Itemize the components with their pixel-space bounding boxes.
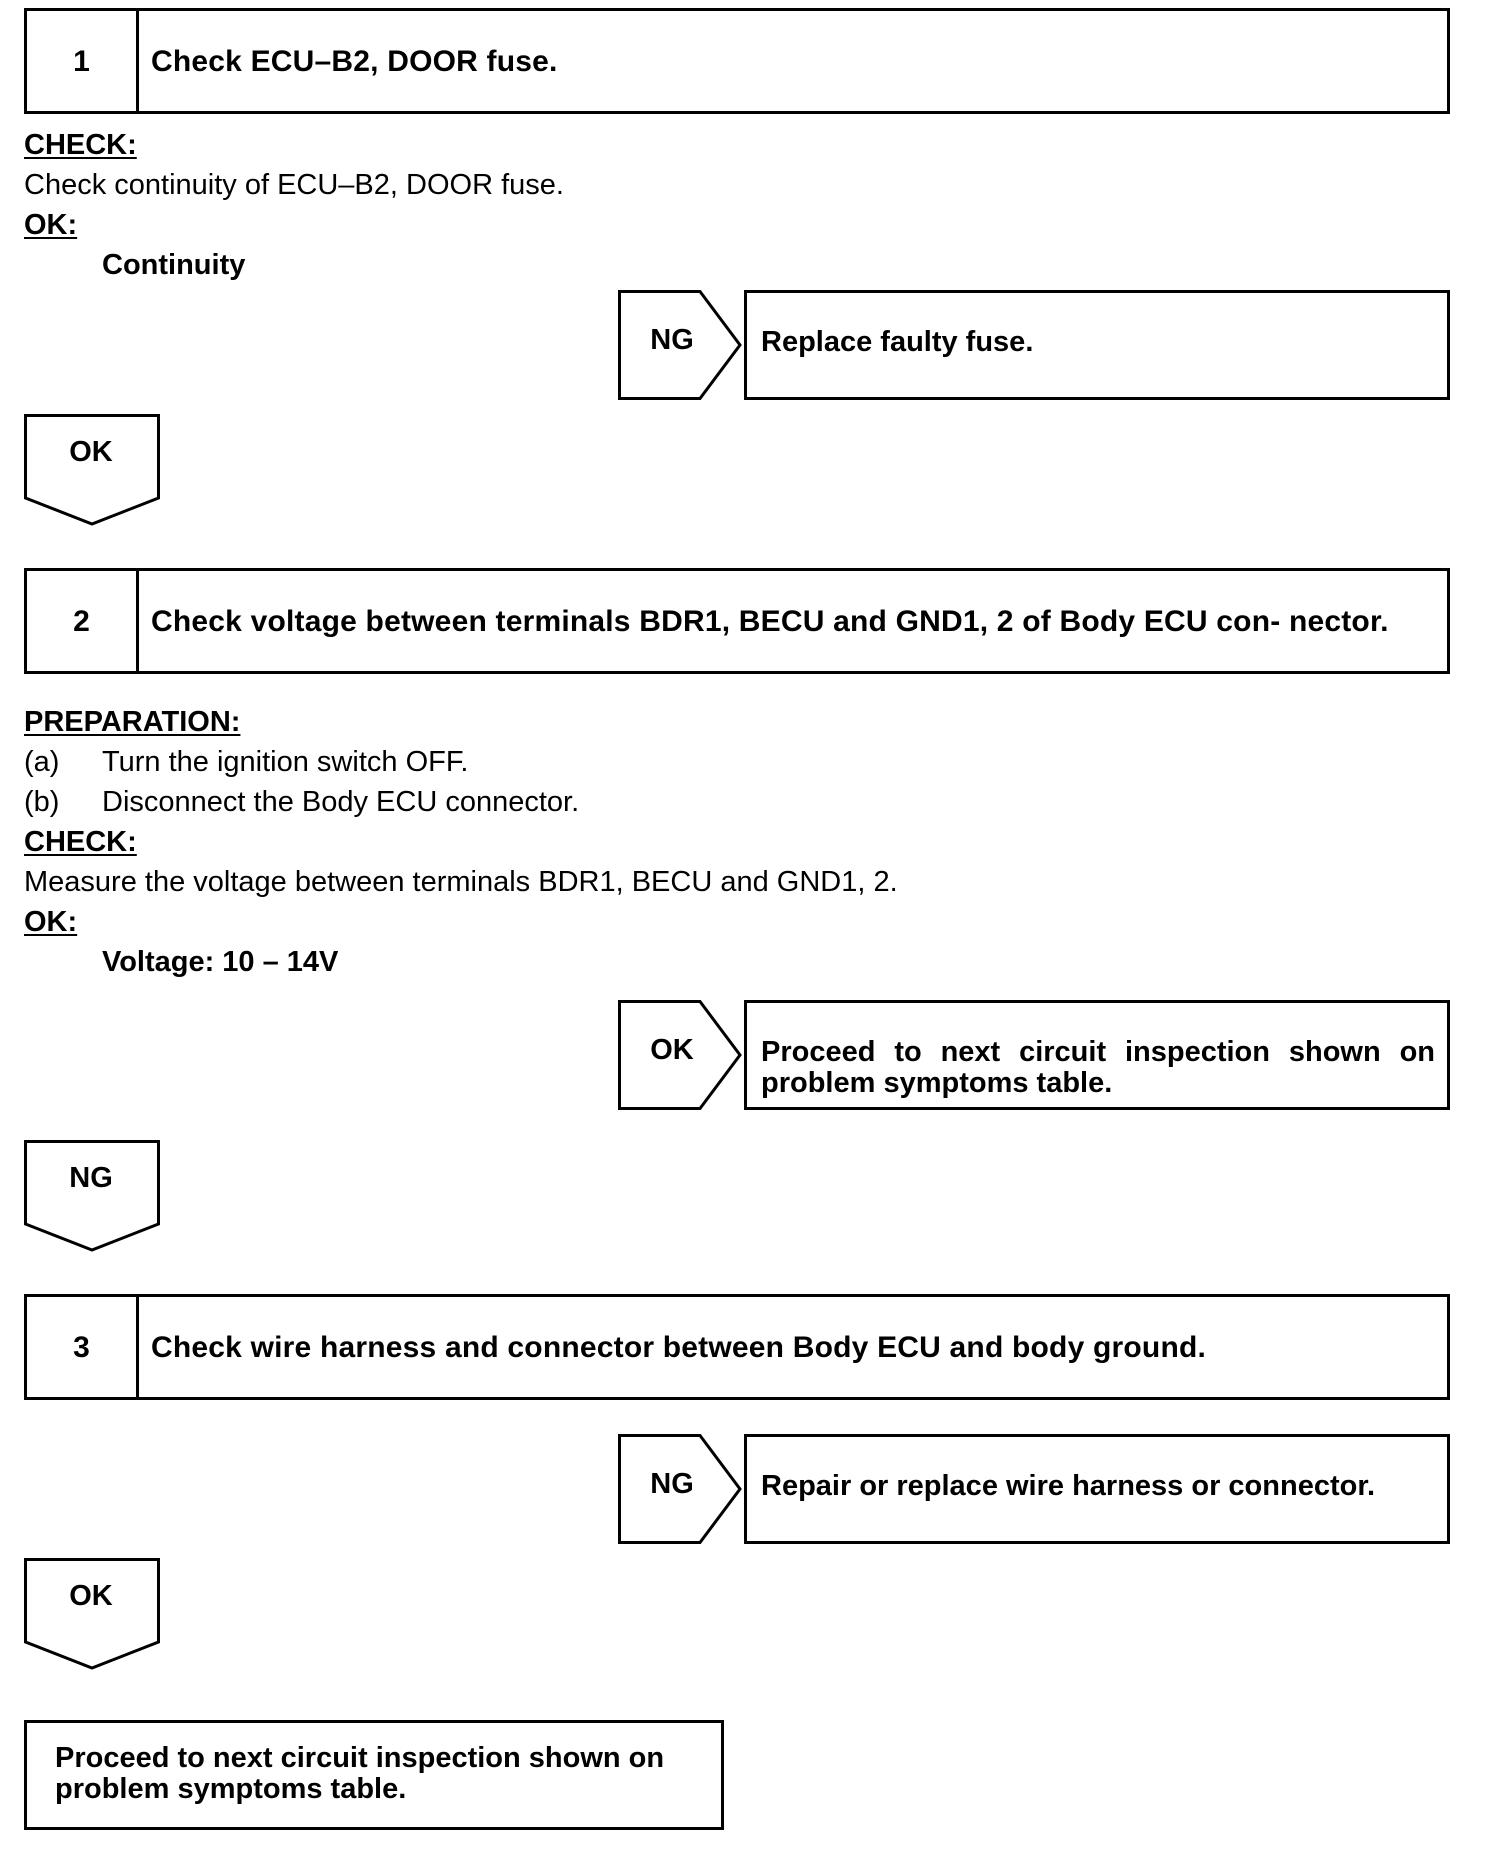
ok-heading: OK: — [24, 906, 78, 938]
step-number: 1 — [27, 11, 139, 111]
check-text: Check continuity of ECU–B2, DOOR fuse. — [24, 169, 564, 201]
ng-action-box — [744, 290, 1450, 400]
ok-down-tag — [24, 414, 160, 526]
ok-action-box — [744, 1000, 1450, 1110]
tag-label: OK — [650, 1034, 694, 1066]
preparation-heading: PREPARATION: — [24, 706, 241, 738]
ng-branch-tag — [618, 290, 744, 400]
ng-down-tag — [24, 1140, 160, 1252]
final-action-text: Proceed to next circuit inspection shown on problem symptoms table. — [55, 1742, 665, 1805]
down-arrow-shape — [26, 1560, 159, 1669]
ok-heading: OK: — [24, 209, 78, 241]
prep-item — [24, 744, 468, 780]
item-text: Disconnect the Body ECU connector. — [102, 786, 580, 818]
check-text: Measure the voltage between terminals BDR1, BECU and GND1, 2. — [24, 866, 898, 898]
ok-down-tag — [24, 1558, 160, 1670]
action-text: Repair or replace wire harness or connector. — [761, 1470, 1376, 1502]
ng-action-box — [744, 1434, 1450, 1544]
ok-branch-tag — [618, 1000, 744, 1110]
item-text: Turn the ignition switch OFF. — [102, 746, 469, 778]
step-title: Check voltage between terminals BDR1, BECU and GND1, 2 of Body ECU con- nector. — [151, 605, 1389, 638]
step-2-header — [24, 568, 1450, 674]
step-3-header — [24, 1294, 1450, 1400]
tag-label: NG — [69, 1162, 113, 1194]
step-title: Check wire harness and connector between Body ECU and body ground. — [151, 1331, 1207, 1364]
step-title: Check ECU–B2, DOOR fuse. — [151, 45, 558, 78]
tag-label: OK — [69, 1580, 113, 1612]
ok-spec: Voltage: 10 – 14V — [102, 946, 339, 978]
ng-branch-tag — [618, 1434, 744, 1544]
down-arrow-shape — [26, 416, 159, 525]
tag-label: NG — [650, 1468, 694, 1500]
prep-item — [24, 784, 579, 820]
action-text: Proceed to next circuit inspection shown on problem symptoms table. — [761, 1036, 1435, 1099]
tag-label: OK — [69, 436, 113, 468]
ok-spec: Continuity — [102, 249, 246, 281]
tag-label: NG — [650, 324, 694, 356]
step-1-header — [24, 8, 1450, 114]
step-number: 2 — [27, 571, 139, 671]
check-heading: CHECK: — [24, 826, 137, 858]
check-heading: CHECK: — [24, 129, 137, 161]
action-text: Replace faulty fuse. — [761, 326, 1034, 358]
step-number: 3 — [27, 1297, 139, 1397]
item-letter: (a) — [24, 746, 60, 778]
item-letter: (b) — [24, 786, 60, 818]
final-action-box — [24, 1720, 724, 1830]
down-arrow-shape — [26, 1142, 159, 1251]
